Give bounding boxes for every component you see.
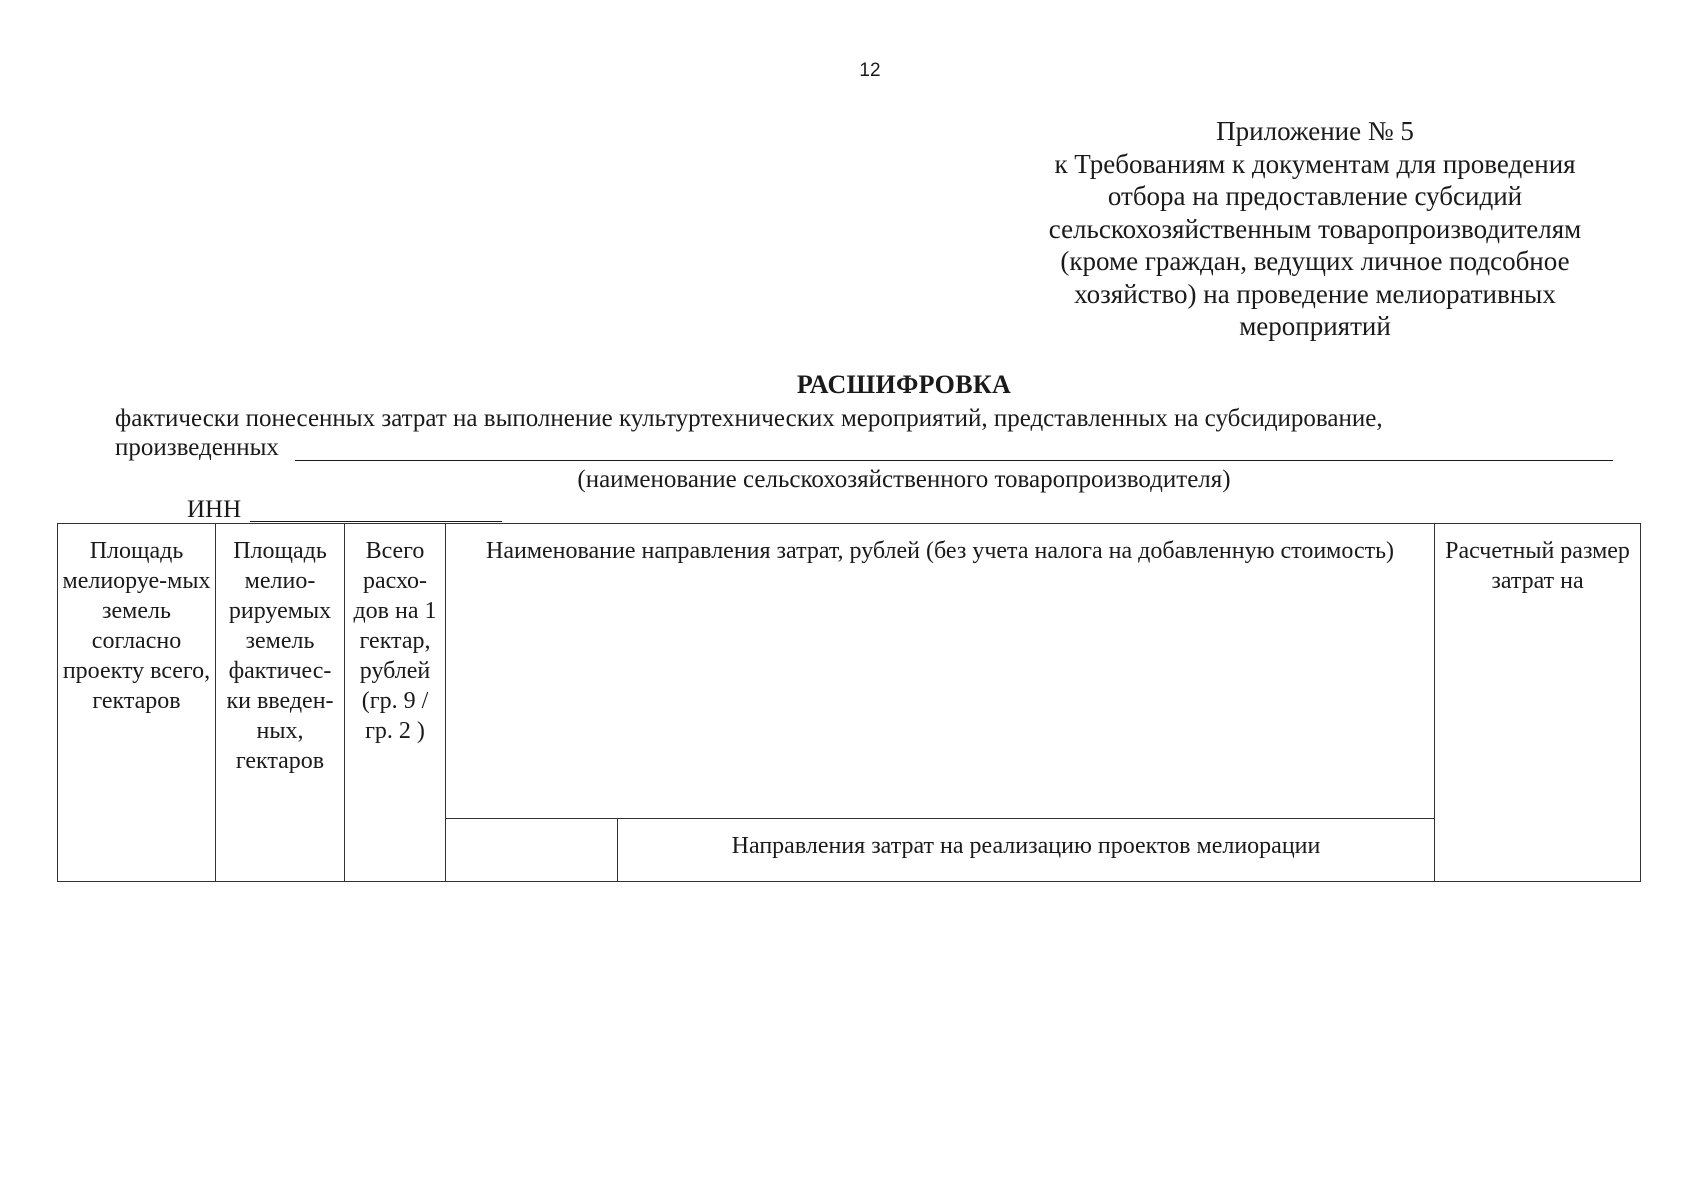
appendix-line: (кроме граждан, ведущих личное подсобное [1060,246,1570,276]
subheader-cell-reclamation-directions: Направления затрат на реализацию проектов мелиорации [618,819,1435,882]
produced-by-label: произведенных [115,434,279,461]
table-header-row [58,524,1641,819]
appendix-line: к Требованиям к документам для проведения [1054,148,1576,179]
document-subtitle: фактически понесенных затрат на выполнение культуртехнических мероприятий, представленных на субсидирование, [115,405,1383,432]
header-cell-project-area: Площадь мелиоруе-мых земель согласно проекту всего, гектаров [58,524,216,882]
cost-table [57,523,1641,882]
appendix-line: хозяйство) на проведение мелиоративных [1074,278,1556,309]
producer-name-blank [295,460,1613,461]
header-cell-estimated-cost: Расчетный размер затрат на [1435,524,1641,882]
header-cell-actual-area: Площадь мелио-рируемых земель фактичес-ки введен-ных, гектаров [216,524,345,882]
document-title: РАСШИФРОВКА [796,370,1012,399]
subheader-cell-empty [446,819,618,882]
appendix-block [1010,115,1620,343]
appendix-line: отбора на предоставление субсидий [1107,181,1523,211]
header-cell-cost-directions: Наименование направления затрат, рублей (без учета налога на добавленную стоимость) [446,524,1435,819]
appendix-line: мероприятий [1239,311,1391,341]
appendix-line: сельскохозяйственным товаропроизводителям [1048,213,1582,244]
producer-caption: (наименование сельскохозяйственного товаропроизводителя) [577,466,1231,493]
header-cell-cost-per-hectare: Всего расхо-дов на 1 гектар, рублей (гр. 9 / гр. 2 ) [345,524,446,882]
page-number: 12 [859,60,881,81]
appendix-line: Приложение № 5 [1216,116,1414,146]
inn-blank [250,521,502,522]
inn-label: ИНН [187,496,242,523]
